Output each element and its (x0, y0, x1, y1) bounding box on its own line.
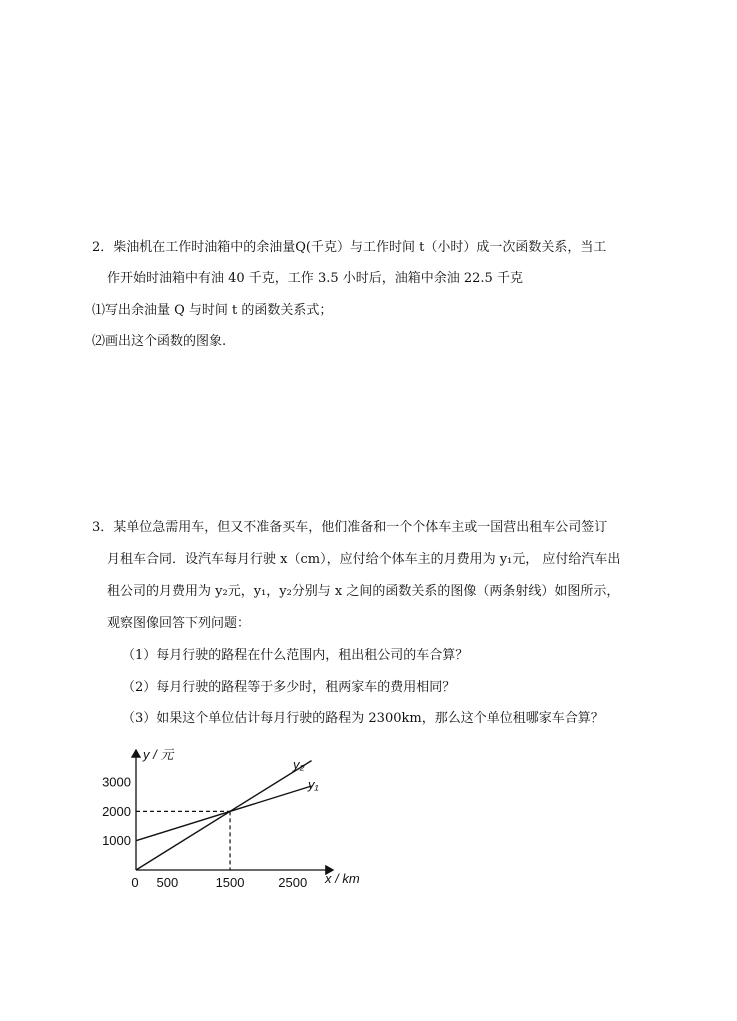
problem3-line4: 观察图像回答下列问题： (107, 616, 251, 631)
problem2-line2: 作开始时油箱中有油 40 千克，工作 3.5 小时后，油箱中余油 22.5 千克 (107, 271, 523, 286)
problem3-line1: 3．某单位急需用车，但又不准备买车，他们准备和一个个体车主或一国营出租车公司签订 (92, 520, 608, 535)
problem3-question1: （1）每月行驶的路程在什么范围内，租出租公司的车合算？ (122, 648, 469, 663)
problem2-question2: ⑵画出这个函数的图象. (92, 334, 227, 349)
x-tick-label-500: 500 (156, 875, 179, 890)
y-axis-label: y / 元 (143, 747, 174, 762)
y-tick-label-2000: 2000 (102, 803, 131, 819)
y-tick-label-3000: 3000 (102, 774, 131, 790)
series-label-y2: y₂ (293, 757, 305, 772)
series-line-y2 (136, 761, 312, 870)
series-label-y1: y₁ (308, 777, 319, 792)
problem3-line3: 租公司的月费用为 y₂元，y₁，y₂分别与 x 之间的函数关系的图像（两条射线）如图所示， (107, 584, 620, 599)
function-graph (95, 745, 385, 893)
series-line-y1 (136, 786, 312, 841)
problem3-question3: （3）如果这个单位估计每月行驶的路程为 2300km，那么这个单位租哪家车合算？ (122, 711, 604, 726)
problem3-line2: 月租车合同．设汽车每月行驶 x（cm），应付给个体车主的月费用为 y₁元， 应付给汽车出 (107, 552, 621, 567)
x-tick-label-1500: 1500 (215, 875, 245, 890)
problem2-question1: ⑴写出余油量 Q 与时间 t 的函数关系式； (92, 303, 333, 318)
y-tick-label-1000: 1000 (102, 833, 131, 849)
x-tick-label-0: 0 (131, 875, 139, 890)
problem2-line1: 2．柴油机在工作时油箱中的余油量Q(千克）与工作时间 t（小时）成一次函数关系，当工 (92, 240, 607, 255)
x-axis-label: x / km (325, 871, 360, 886)
problem3-question2: （2）每月行驶的路程等于多少时，租两家车的费用相同？ (122, 680, 456, 695)
x-tick-label-2500: 2500 (278, 875, 308, 890)
